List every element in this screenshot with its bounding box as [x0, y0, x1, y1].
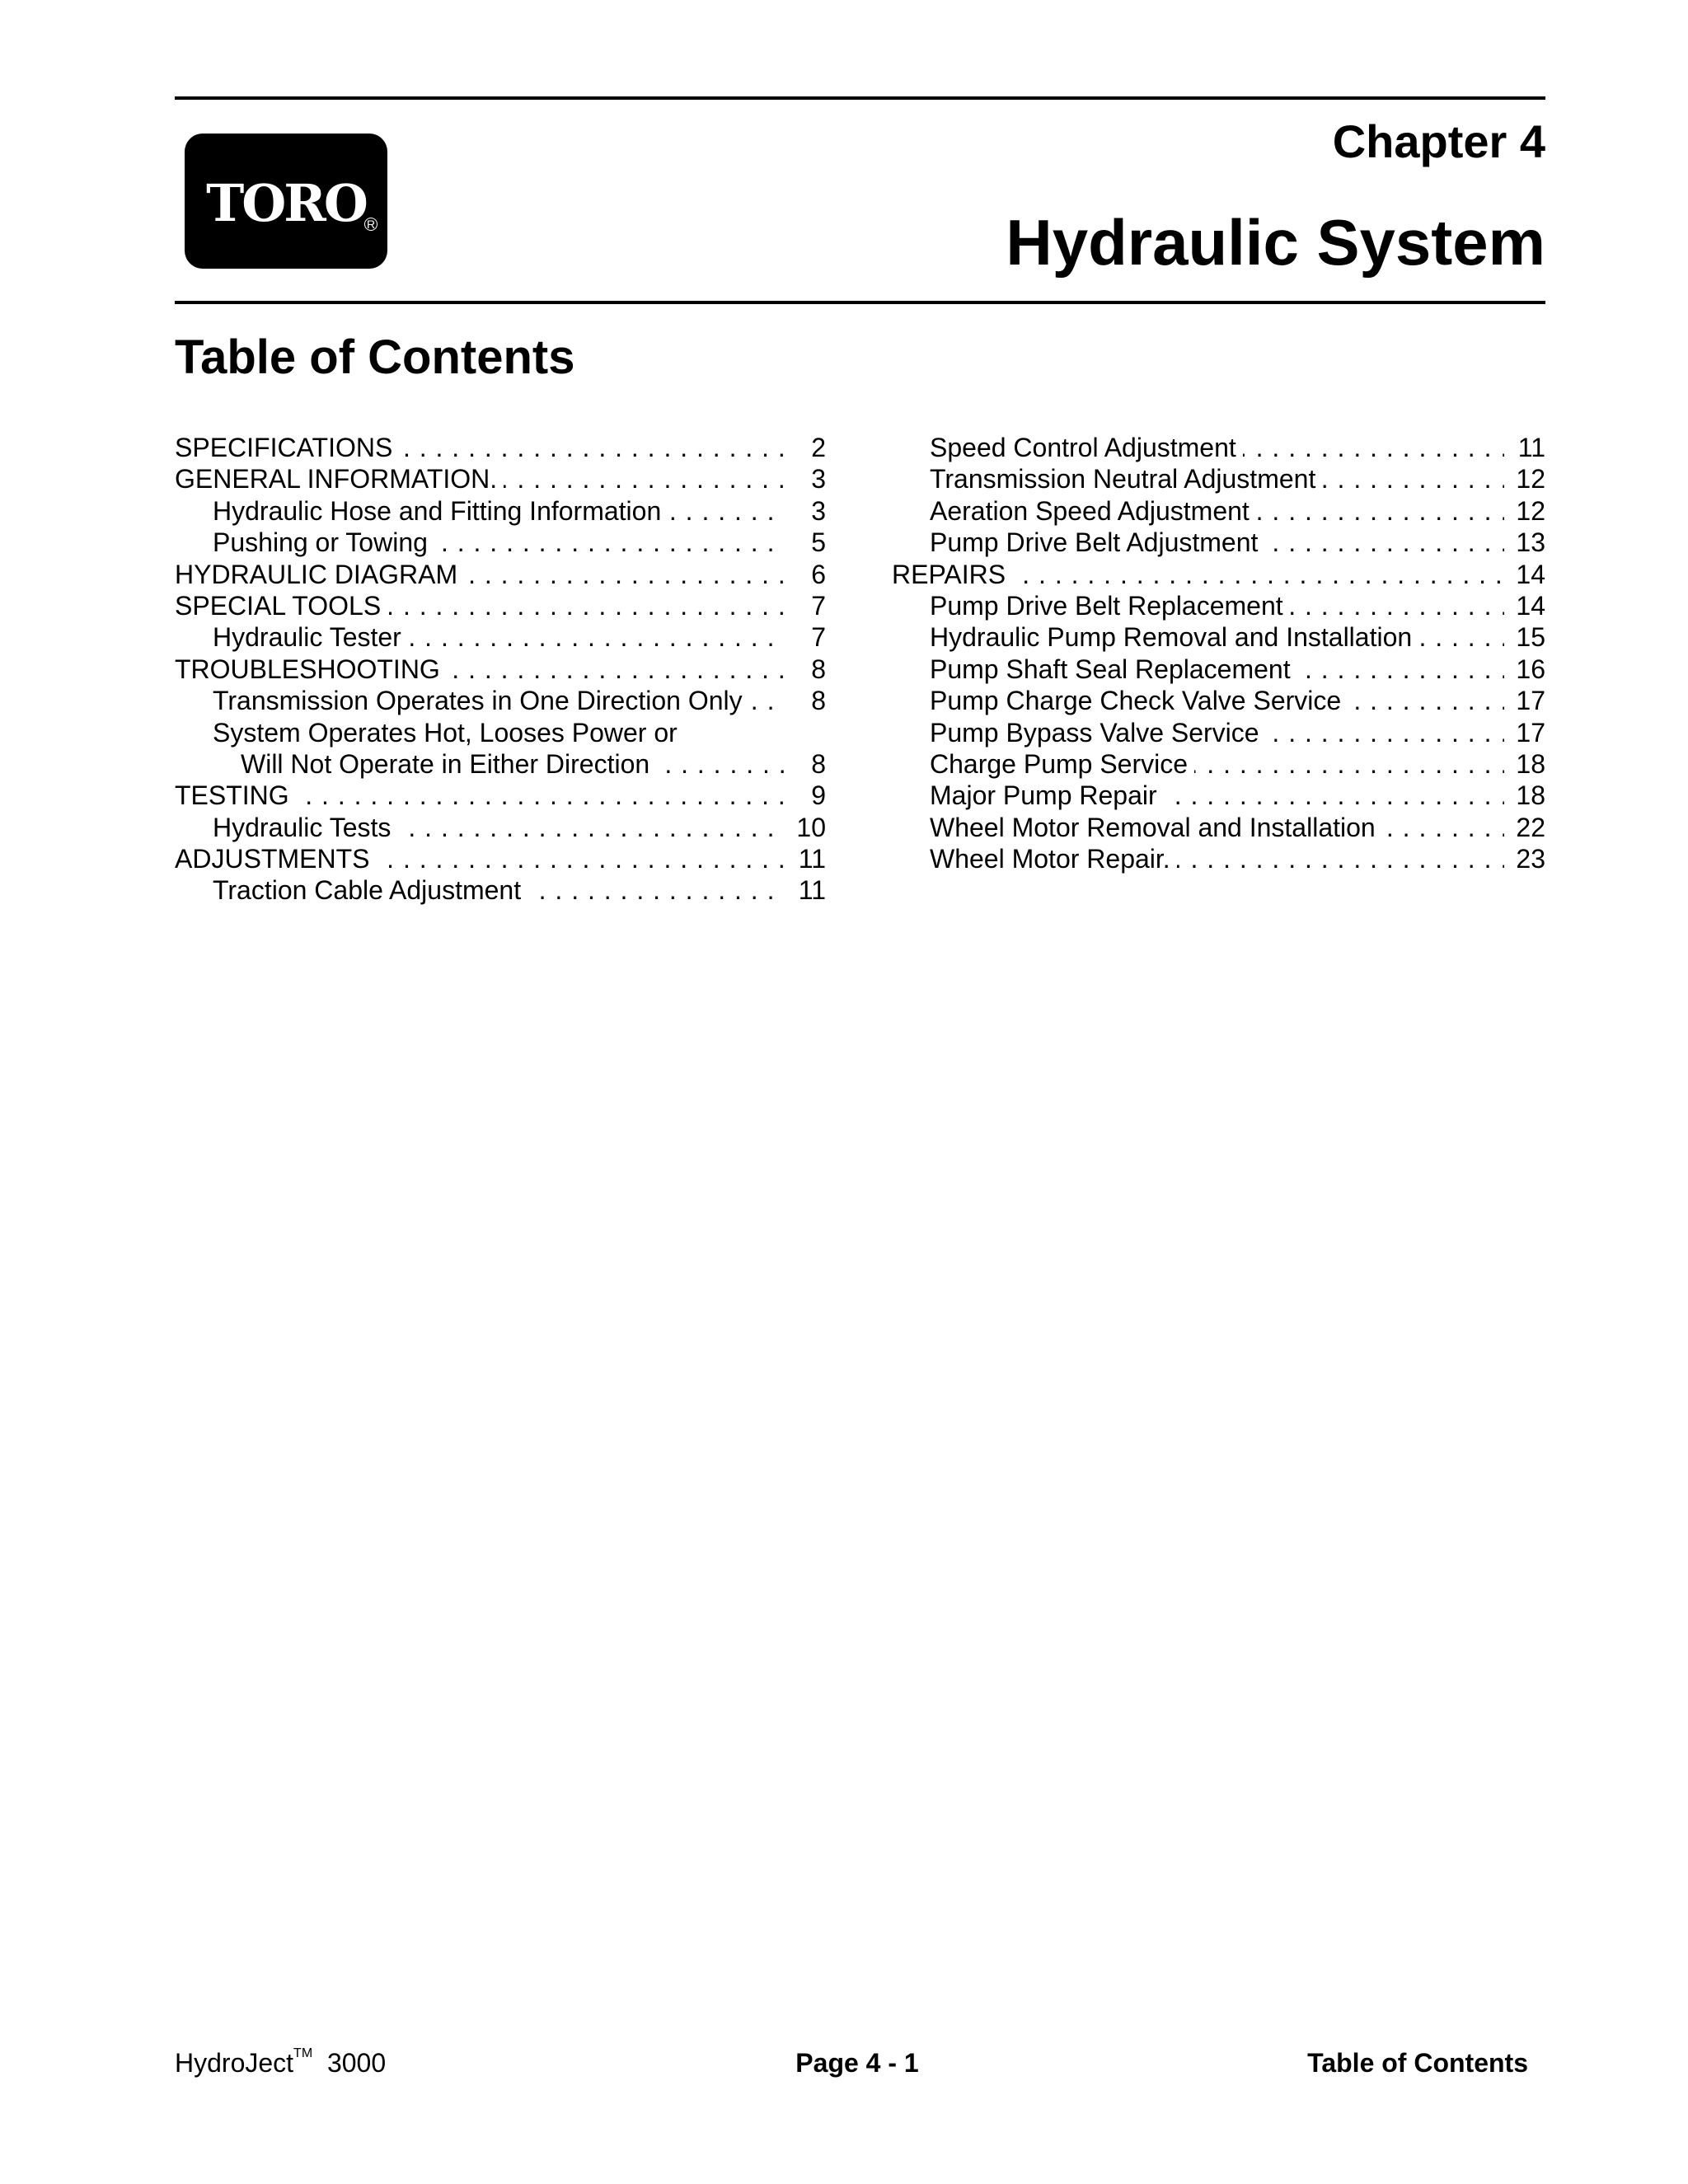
toc-entry[interactable]: [892, 780, 1545, 811]
toc-entry-title: Pump Charge Check Valve Service: [930, 685, 1348, 716]
toc-entry[interactable]: [175, 780, 826, 811]
toc-entry-title: Charge Pump Service: [930, 748, 1194, 780]
toc-entry-page: 12: [1507, 463, 1545, 494]
toc-entry[interactable]: [175, 685, 826, 716]
toc-entry[interactable]: [175, 654, 826, 685]
toc-entry-page: 3: [788, 463, 826, 494]
toc-entry-page: 9: [788, 780, 826, 811]
toc-entry[interactable]: [175, 463, 826, 494]
toc-entry[interactable]: [175, 621, 826, 653]
toc-entry-title: REPAIRS: [892, 559, 1012, 590]
toc-entry-page: 15: [1507, 621, 1545, 653]
footer-model: 3000: [326, 2048, 387, 2078]
toc-entry-title: System Operates Hot, Looses Power or: [213, 717, 684, 748]
toc-entry[interactable]: [892, 812, 1545, 843]
toc-entry-title: Pump Drive Belt Replacement: [930, 590, 1290, 621]
toc-entry-page: 17: [1507, 685, 1545, 716]
toc-entry-title: Hydraulic Hose and Fitting Information: [213, 495, 668, 527]
toc-entry[interactable]: [175, 527, 826, 558]
header-rule: [175, 301, 1545, 304]
toc-entry-page: 7: [788, 590, 826, 621]
toc-right-column: [892, 432, 1545, 874]
toc-entry-title: Traction Cable Adjustment: [213, 874, 528, 906]
footer-product-name: HydroJect: [175, 2048, 294, 2078]
toc-entry-page: 18: [1507, 748, 1545, 780]
toc-entry-title: Pump Drive Belt Adjustment: [930, 527, 1264, 558]
toc-entry-page: 11: [788, 874, 826, 906]
toc-entry-page: 14: [1507, 559, 1545, 590]
toc-entry-title: Wheel Motor Repair.: [930, 843, 1177, 874]
toc-entry-page: 8: [788, 685, 826, 716]
toc-entry-title: Wheel Motor Removal and Installation: [930, 812, 1382, 843]
top-rule: [175, 96, 1545, 100]
toc-entry[interactable]: [175, 812, 826, 843]
toc-entry-title: Hydraulic Tester: [213, 621, 408, 653]
toc-entry-title: ADJUSTMENTS: [175, 843, 376, 874]
registered-mark-icon: R: [364, 218, 377, 231]
toc-entry[interactable]: [175, 495, 826, 527]
toc-entry[interactable]: [892, 717, 1545, 748]
toc-entry[interactable]: [175, 748, 826, 780]
toc-entry[interactable]: [175, 559, 826, 590]
toc-entry-page: 11: [1507, 432, 1545, 463]
toc-entry-page: 14: [1507, 590, 1545, 621]
toc-entry-page: 16: [1507, 654, 1545, 685]
toc-entry-page: 3: [788, 495, 826, 527]
toc-entry-page: 11: [788, 843, 826, 874]
toc-entry-page: 2: [788, 432, 826, 463]
toc-entry-title: Hydraulic Tests: [213, 812, 397, 843]
trademark-mark: TM: [293, 2046, 313, 2060]
toc-entry-title: Transmission Operates in One Direction Only: [213, 685, 749, 716]
toc-entry[interactable]: [175, 874, 826, 906]
toc-entry[interactable]: [892, 432, 1545, 463]
toc-entry[interactable]: [892, 527, 1545, 558]
toc-entry-title: HYDRAULIC DIAGRAM: [175, 559, 464, 590]
toc-entry-page: 8: [788, 654, 826, 685]
toc-entry[interactable]: [892, 654, 1545, 685]
toc-entry-page: 17: [1507, 717, 1545, 748]
toc-entry[interactable]: [892, 463, 1545, 494]
toc-entry-title: Speed Control Adjustment: [930, 432, 1243, 463]
toc-entry-page: 5: [788, 527, 826, 558]
toc-entry[interactable]: [892, 685, 1545, 716]
toc-entry-page: 23: [1507, 843, 1545, 874]
toc-entry-page: 6: [788, 559, 826, 590]
toc-entry-title: TROUBLESHOOTING: [175, 654, 447, 685]
toc-entry-title: Major Pump Repair: [930, 780, 1164, 811]
toc-entry-page: 18: [1507, 780, 1545, 811]
toc-entry-title: SPECIAL TOOLS: [175, 590, 387, 621]
toc-entry[interactable]: [892, 748, 1545, 780]
toc-entry[interactable]: [175, 432, 826, 463]
toc-entry-page: 12: [1507, 495, 1545, 527]
toro-logo: [185, 134, 387, 269]
toc-entry-title: TESTING: [175, 780, 296, 811]
toc-entry-title: Aeration Speed Adjustment: [930, 495, 1256, 527]
footer-section: Table of Contents: [1307, 2048, 1528, 2078]
toc-entry-page: 7: [788, 621, 826, 653]
toc-entry-title: Pump Bypass Valve Service: [930, 717, 1266, 748]
toc-entry[interactable]: [892, 843, 1545, 874]
toc-entry-title: Hydraulic Pump Removal and Installation: [930, 621, 1418, 653]
toc-entry[interactable]: [892, 495, 1545, 527]
toc-entry[interactable]: [175, 717, 826, 748]
toc-entry[interactable]: [175, 843, 826, 874]
toc-entry-page: 8: [788, 748, 826, 780]
toc-heading: Table of Contents: [175, 330, 575, 384]
toc-entry-page: 22: [1507, 812, 1545, 843]
toc-entry[interactable]: [175, 590, 826, 621]
toc-entry-title: GENERAL INFORMATION.: [175, 463, 504, 494]
toc-entry-title: Pushing or Towing: [213, 527, 434, 558]
toc-entry-title: SPECIFICATIONS: [175, 432, 399, 463]
chapter-title: Hydraulic System: [1006, 206, 1545, 279]
footer-page-number: Page 4 - 1: [795, 2048, 919, 2078]
toc-entry-page: 10: [788, 812, 826, 843]
toc-left-column: [175, 432, 826, 907]
toc-entry-title: Pump Shaft Seal Replacement: [930, 654, 1297, 685]
toc-entry-title: Transmission Neutral Adjustment: [930, 463, 1322, 494]
toc-entry[interactable]: [892, 621, 1545, 653]
toc-entry-page: 13: [1507, 527, 1545, 558]
toc-entry[interactable]: [892, 590, 1545, 621]
chapter-label: Chapter 4: [1332, 115, 1545, 167]
logo-wordmark: TORO: [206, 172, 366, 233]
toc-entry-title: Will Not Operate in Either Direction: [241, 748, 656, 780]
toc-entry[interactable]: [892, 559, 1545, 590]
